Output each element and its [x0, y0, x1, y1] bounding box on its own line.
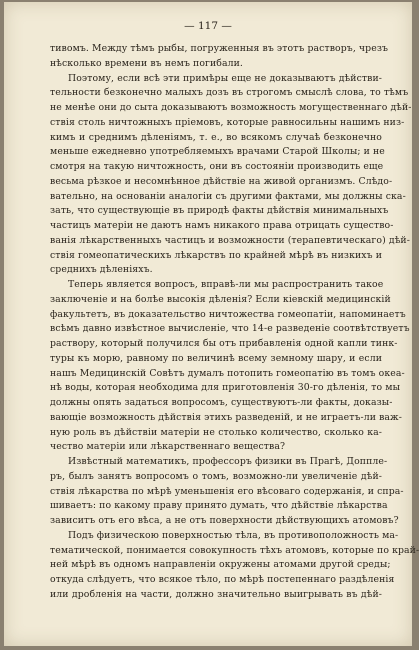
text-line: зависитъ отъ его вѣса, а не отъ поверхности дѣйствующихъ атомовъ? [50, 515, 399, 526]
text-line: нѣ воды, которая необходима для приготовленія 30-го дѣленія, то мы [50, 382, 401, 394]
text-line: факультетъ, въ доказательство ничтожества гомеопатіи, напоминаетъ [50, 308, 406, 320]
text-line: нѣсколько времени въ немъ погибали. [50, 57, 243, 69]
text-line: частицъ матеріи не даютъ намъ никакого права отрицать существо- [50, 220, 394, 231]
text-line: ствія столь ничтожныхъ пріемовъ, которые равносильны нашимъ низ- [50, 116, 405, 128]
text-line: заключеніе и на болѣе высокія дѣленія? Если кіевскій медицинскій [50, 293, 391, 305]
text-line: меньше ежедневно употребляемыхъ врачами Старой Школы; и не [50, 146, 385, 158]
text-line: тематической, понимается совокупность тѣхъ атомовъ, которые по край- [50, 544, 419, 556]
text-line: туры къ морю, равному по величинѣ всему земному шару, и если [50, 352, 382, 364]
text-line: Поэтому, если всѣ эти примѣры еще не доказываютъ дѣйстви- [68, 72, 382, 84]
text-line: зать, что существующіе въ природѣ факты дѣйствія минимальныхъ [50, 205, 389, 217]
text-line: ствія гомеопатическихъ лѣкарствъ по крайней мѣрѣ въ низкихъ и [50, 249, 382, 261]
text-line: вательно, на основаніи аналогіи съ другими фактами, мы должны ска- [50, 190, 406, 202]
text-line: всѣмъ давно извѣстное вычисленіе, что 14-е разведеніе соотвѣтствуетъ [50, 323, 410, 335]
text-line: ванія лѣкарственныхъ частицъ и возможности (терапевтическаго) дѣй- [50, 234, 410, 246]
text-line: ствія лѣкарства по мѣрѣ уменьшенія его вѣсоваго содержанія, и спра- [50, 485, 404, 497]
book-page [4, 2, 419, 646]
text-line: ней мѣрѣ въ одномъ направленіи окружены атомами другой среды; [50, 559, 391, 571]
body-text [50, 42, 419, 603]
text-line: раствору, который получился бы отъ прибавленія одной капли тинк- [50, 338, 398, 349]
text-line: тельности безконечно малыхъ дозъ въ строгомъ смыслѣ слова, то тѣмъ [50, 87, 409, 99]
text-line: откуда слѣдуетъ, что всякое тѣло, по мѣрѣ постепеннаго раздѣленія [50, 574, 395, 585]
text-line: шиваетъ: по какому праву принято думать, что дѣйствіе лѣкарства [50, 500, 388, 512]
page-number: — 117 — [184, 20, 232, 32]
text-line: Извѣстный математикъ, профессоръ физики въ Прагѣ, Доппле- [68, 456, 388, 467]
text-line: не менѣе они до сыта доказываютъ возможность могущественнаго дѣй- [50, 102, 412, 113]
text-line: ръ, былъ занятъ вопросомъ о томъ, возможно-ли увеличеніе дѣй- [50, 470, 382, 482]
text-line: смотря на такую ничтожность, они въ состояніи производить еще [50, 161, 384, 172]
text-line: тивомъ. Между тѣмъ рыбы, погруженныя въ этотъ растворъ, чрезъ [50, 43, 389, 54]
text-line: вающіе возможность дѣйствія этихъ разведеній, и не играетъ-ли важ- [50, 411, 402, 423]
text-line: чество матеріи или лѣкарственнаго вещества? [50, 441, 286, 453]
text-line: ную роль въ дѣйствіи матеріи не столько количество, сколько ка- [50, 426, 382, 438]
text-line: должны опять задаться вопросомъ, существуютъ-ли факты, доказы- [50, 397, 393, 408]
text-line: весьма рѣзкое и несомнѣнное дѣйствіе на живой организмъ. Слѣдо- [50, 175, 393, 187]
text-line: среднихъ дѣленіяхъ. [50, 264, 153, 276]
text-line: кимъ и среднимъ дѣленіямъ, т. е., во всякомъ случаѣ безконечно [50, 131, 382, 143]
text-line: Теперь является вопросъ, вправѣ-ли мы распространить такое [68, 279, 384, 290]
text-line: или дробленія на части, должно значительно выигрывать въ дѣй- [50, 588, 382, 600]
text-line: Подъ физическою поверхностью тѣла, въ противоположность ма- [68, 529, 399, 541]
text-line: нашъ Медицинскій Совѣтъ думалъ потопить гомеопатію въ томъ океа- [50, 367, 405, 379]
